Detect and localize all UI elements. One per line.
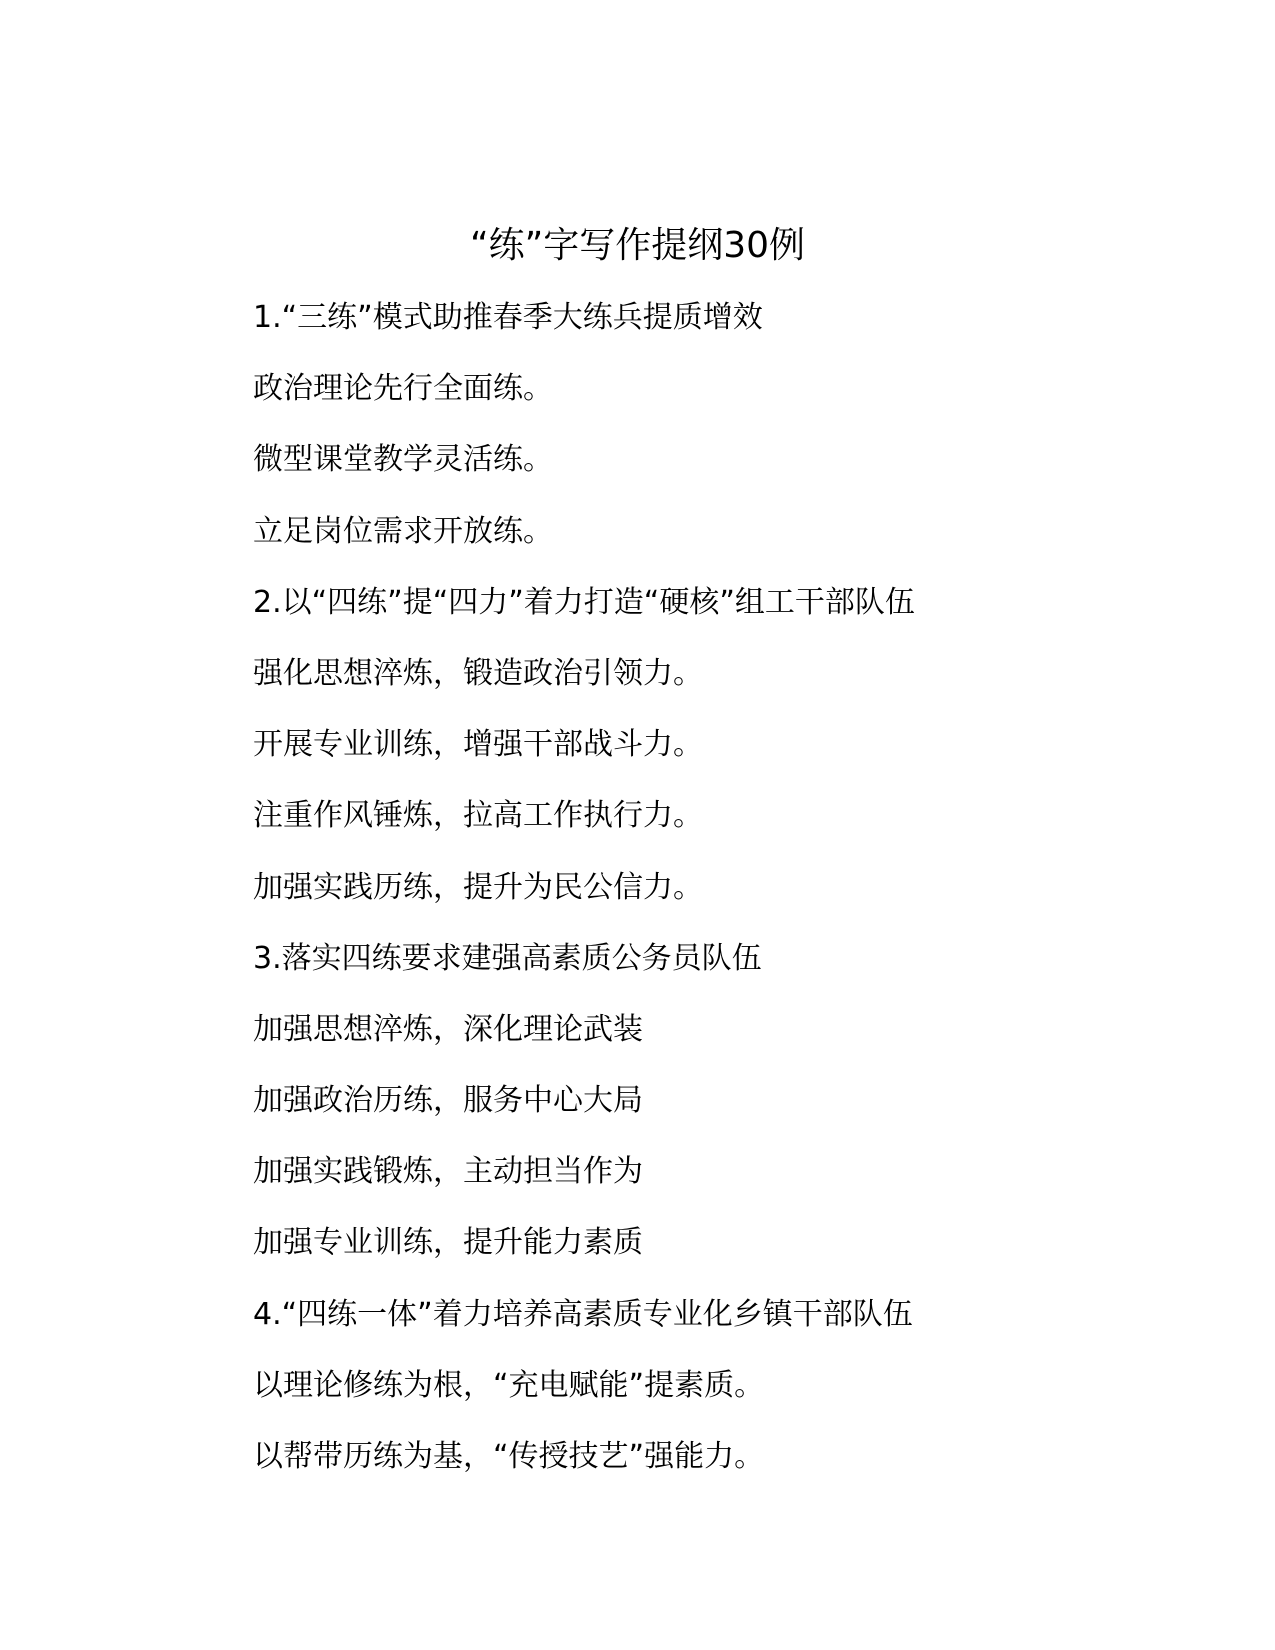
outline-heading: 3.落实四练要求建强高素质公务员队伍: [253, 940, 762, 976]
outline-item: 微型课堂教学灵活练。: [253, 442, 553, 478]
outline-item: 注重作风锤炼，拉高工作执行力。: [253, 798, 703, 834]
outline-heading: 4.“四练一体”着力培养高素质专业化乡镇干部队伍: [253, 1296, 913, 1332]
outline-item: 加强思想淬炼，深化理论武装: [253, 1011, 643, 1047]
outline-item: 加强专业训练，提升能力素质: [253, 1225, 643, 1261]
outline-heading: 1.“三练”模式助推春季大练兵提质增效: [253, 300, 763, 335]
outline-item: 以帮带历练为基，“传授技艺”强能力。: [253, 1439, 765, 1474]
outline-item: 加强政治历练，服务中心大局: [253, 1083, 643, 1119]
document-body: [253, 298, 1053, 1508]
outline-item: 加强实践锻炼，主动担当作为: [253, 1154, 643, 1190]
outline-item: 加强实践历练，提升为民公信力。: [253, 869, 703, 905]
outline-item: 以理论修练为根，“充电赋能”提素质。: [253, 1367, 765, 1403]
outline-item: 政治理论先行全面练。: [253, 371, 553, 407]
outline-item: 开展专业训练，增强干部战斗力。: [253, 727, 703, 763]
outline-item: 立足岗位需求开放练。: [253, 513, 553, 549]
outline-heading: 2.以“四练”提“四力”着力打造“硬核”组工干部队伍: [253, 584, 915, 620]
outline-item: 强化思想淬炼，锻造政治引领力。: [253, 655, 703, 691]
document-title: “练”字写作提纲30例: [469, 225, 806, 266]
